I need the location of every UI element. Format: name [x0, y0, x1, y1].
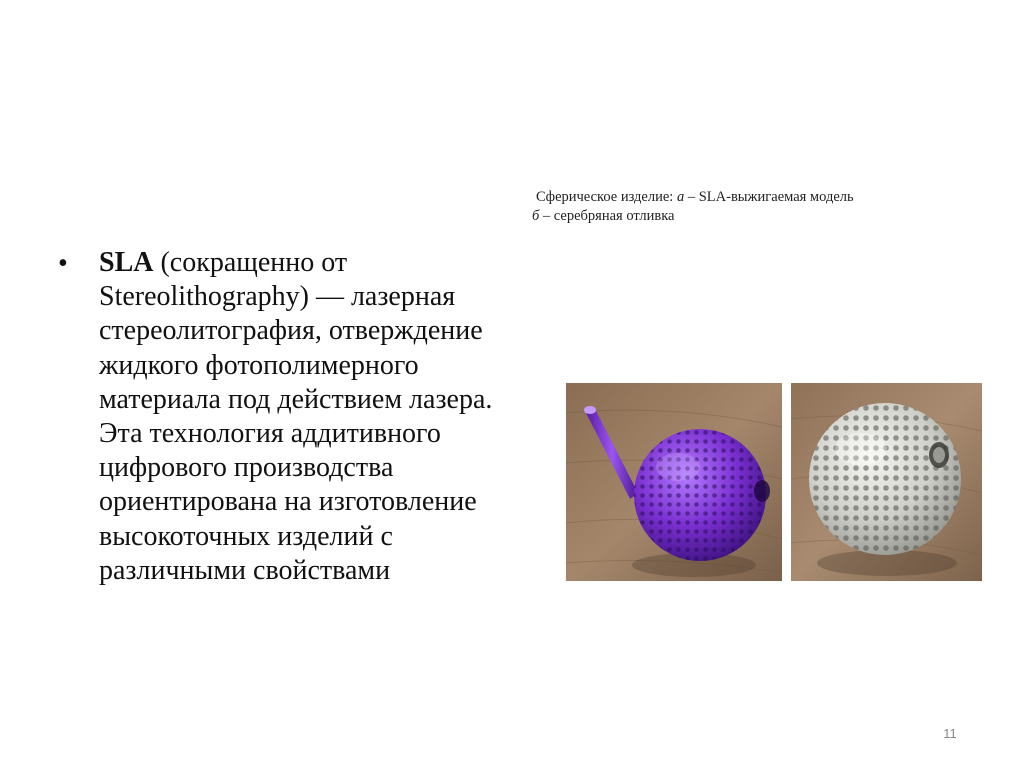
bullet-body: (сокращенно от Stereolithography) — лазерная стереолитография, отверждение жидкого фотополимерного материала под действием лазера. Эта технология аддитивного цифрового производства ориентирована на изготовление высокоточных изделий с различными свойствами — [99, 247, 493, 586]
bullet-item — [99, 246, 509, 588]
bullet-marker: • — [58, 248, 68, 279]
page-number: 11 — [943, 726, 957, 741]
caption-text-b: – серебряная отливка — [539, 208, 675, 224]
caption-text-a: – SLA-выжигаемая модель — [684, 189, 854, 205]
caption-prefix: Сферическое изделие: — [536, 189, 677, 205]
image-caption — [532, 188, 952, 226]
caption-marker-b: б — [532, 208, 540, 224]
photo-silver-sphere — [791, 383, 982, 581]
silver-sphere-illustration — [791, 383, 982, 581]
caption-marker-a: а — [676, 189, 685, 205]
photo-purple-sphere — [566, 383, 782, 581]
caption-line-2 — [532, 207, 952, 226]
purple-sphere-illustration — [566, 383, 782, 581]
bullet-lead-term: SLA — [99, 247, 154, 278]
caption-line-1 — [532, 188, 952, 207]
